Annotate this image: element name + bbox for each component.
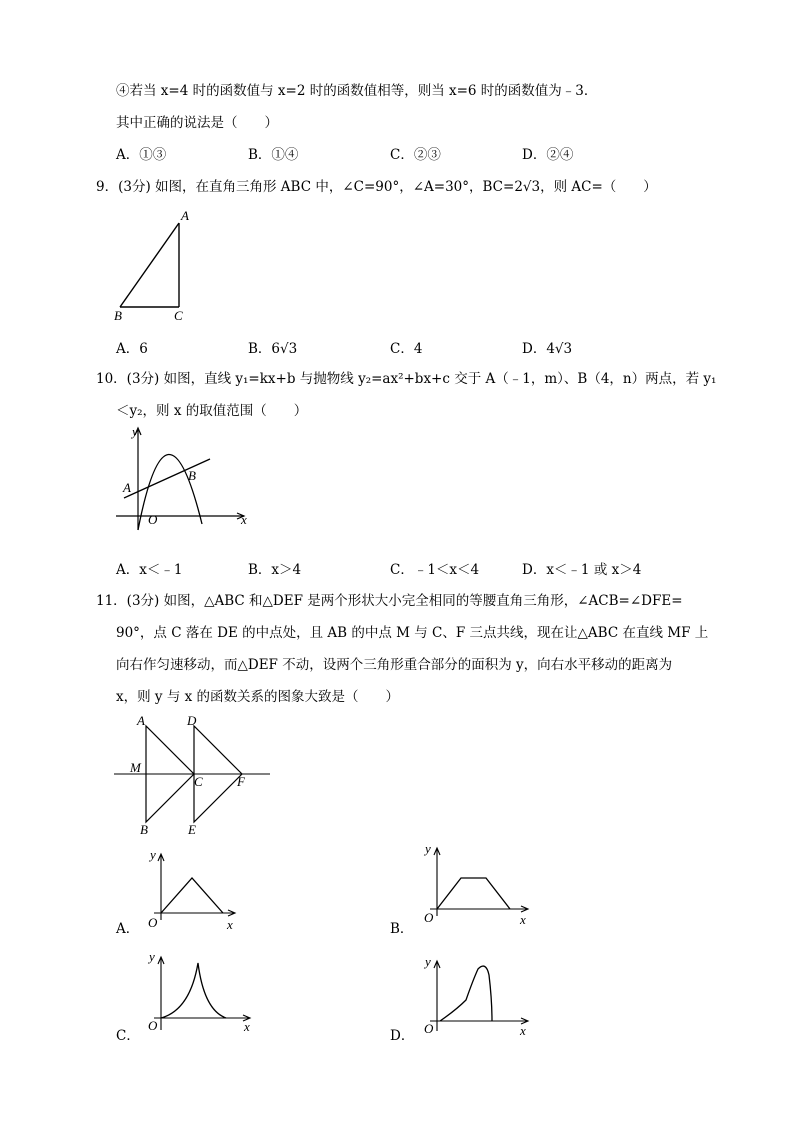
q10-label-a: A — [123, 480, 131, 495]
q11-label-b: B — [140, 822, 148, 837]
q10-label-o: O — [148, 512, 158, 527]
q11-label-e: E — [188, 822, 196, 837]
q11-option-a[interactable]: A． — [116, 921, 140, 937]
q11-graph-d-x: x — [520, 1023, 526, 1038]
q11-graph-b-y: y — [425, 841, 431, 856]
q8-prompt: 其中正确的说法是（ ） — [116, 115, 278, 131]
q9-triangle-figure — [110, 210, 200, 325]
q8-statement-4: ④若当 x=4 时的函数值与 x=2 时的函数值相等，则当 x=6 时的函数值为﹣3． — [116, 83, 598, 99]
q9-option-c[interactable]: C．4 — [390, 341, 423, 357]
q9-option-b[interactable]: B．6√3 — [248, 341, 298, 357]
q9-label-a: A — [181, 208, 189, 223]
q11-label-d: D — [187, 713, 197, 728]
q11-graph-c-x: x — [244, 1019, 250, 1034]
q8-option-d[interactable]: D．②④ — [522, 147, 574, 163]
q11-graph-b-o: O — [424, 910, 434, 925]
q10-option-d[interactable]: D．x＜﹣1 或 x＞4 — [522, 562, 642, 578]
q11-stem-line4: x，则 y 与 x 的函数关系的图象大致是（ ） — [116, 689, 400, 705]
q10-label-x: x — [241, 512, 247, 527]
q8-option-a[interactable]: A．①③ — [116, 147, 167, 163]
q10-option-b[interactable]: B．x＞4 — [248, 562, 302, 578]
q11-graph-c — [140, 950, 255, 1040]
q11-triangles-figure — [110, 712, 280, 837]
q10-stem-line2: ＜y₂，则 x 的取值范围（ ） — [116, 403, 308, 419]
q11-option-b[interactable]: B． — [390, 921, 414, 937]
q9-label-b: B — [114, 308, 122, 323]
q11-option-c[interactable]: C． — [116, 1028, 140, 1044]
q8-option-c[interactable]: C．②③ — [390, 147, 441, 163]
q10-option-c[interactable]: C．﹣1＜x＜4 — [390, 562, 480, 578]
q9-label-c: C — [174, 308, 183, 323]
q11-label-c: C — [194, 774, 203, 789]
q11-graph-b-x: x — [520, 912, 526, 927]
q11-label-m: M — [130, 760, 141, 775]
q11-graph-a-y: y — [150, 847, 156, 862]
q9-stem: 9．(3分) 如图，在直角三角形 ABC 中，∠C=90°，∠A=30°，BC=2√3，则 AC=（ ） — [96, 179, 657, 195]
q8-option-b[interactable]: B．①④ — [248, 147, 299, 163]
q11-stem-line3: 向右作匀速移动，而△DEF 不动，设两个三角形重合部分的面积为 y，向右水平移动的距离为 — [116, 657, 673, 673]
q11-label-a: A — [137, 713, 145, 728]
q11-graph-d-y: y — [425, 954, 431, 969]
q11-graph-c-o: O — [148, 1018, 158, 1033]
q11-graph-a-x: x — [227, 917, 233, 932]
q11-option-d[interactable]: D． — [390, 1028, 415, 1044]
q9-option-d[interactable]: D．4√3 — [522, 341, 573, 357]
q11-graph-c-y: y — [149, 949, 155, 964]
q11-label-f: F — [237, 774, 245, 789]
q9-option-a[interactable]: A．6 — [116, 341, 148, 357]
q11-graph-a-o: O — [148, 915, 158, 930]
q10-label-y: y — [132, 424, 138, 439]
q11-stem-line1: 11．(3分) 如图，△ABC 和△DEF 是两个形状大小完全相同的等腰直角三角形，∠ACB=∠DFE= — [96, 593, 683, 609]
q10-option-a[interactable]: A．x＜﹣1 — [116, 562, 183, 578]
q10-label-b: B — [188, 468, 196, 483]
q11-graph-d — [416, 955, 536, 1040]
q11-stem-line2: 90°，点 C 落在 DE 的中点处，且 AB 的中点 M 与 C、F 三点共线，现在让△ABC 在直线 MF 上 — [116, 625, 709, 641]
q10-parabola-figure — [110, 422, 260, 537]
q11-graph-b — [416, 840, 536, 930]
q11-graph-d-o: O — [424, 1021, 434, 1036]
q10-stem-line1: 10．(3分) 如图，直线 y₁=kx+b 与抛物线 y₂=ax²+bx+c 交于 A（﹣1，m）、B（4，n）两点，若 y₁ — [96, 371, 717, 387]
q11-graph-a — [140, 845, 240, 935]
